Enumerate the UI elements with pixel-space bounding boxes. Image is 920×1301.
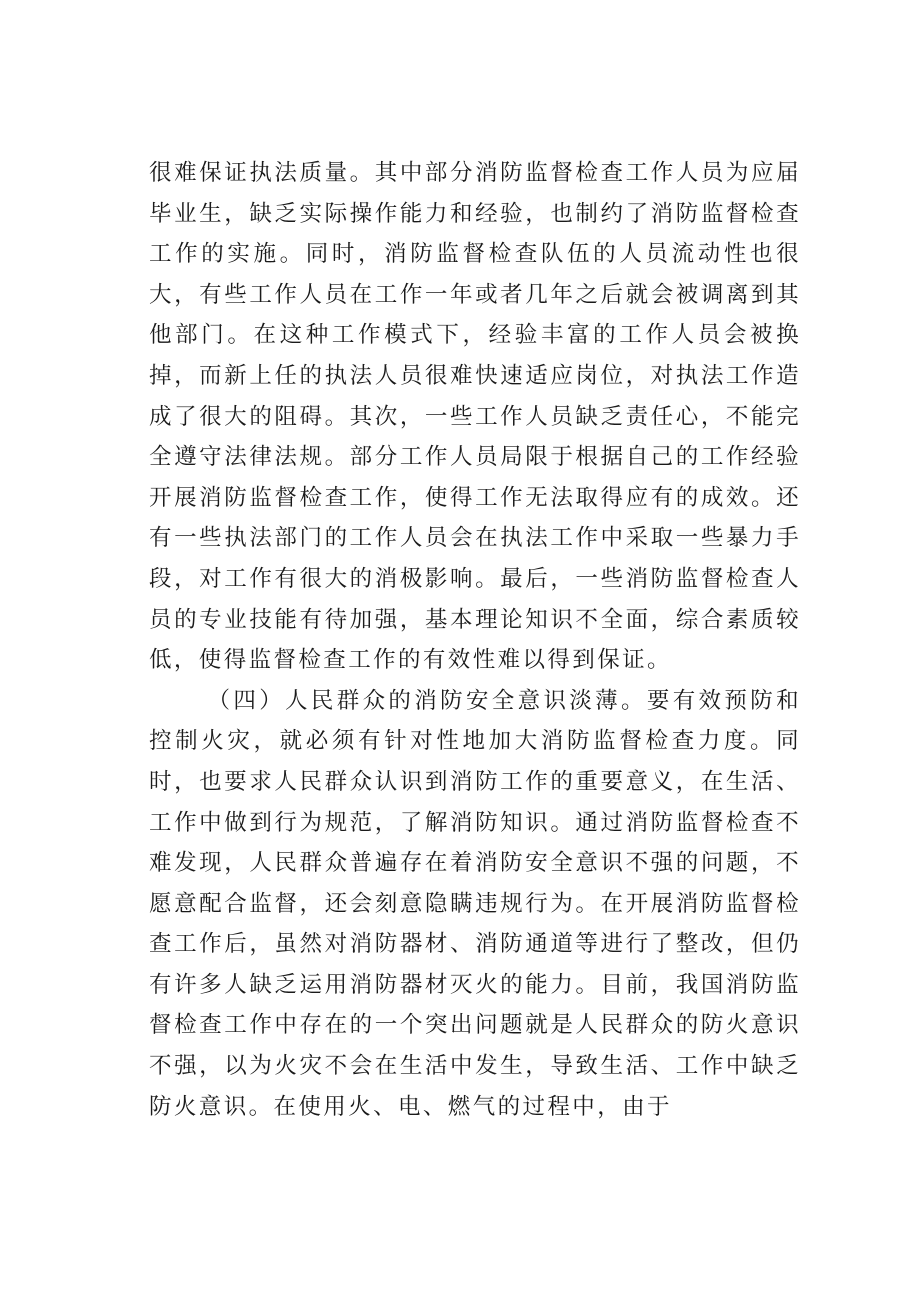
- paragraph-section-four: （四）人民群众的消防安全意识淡薄。要有效预防和控制火灾，就必须有针对性地加大消防监督检查力度。同时，也要求人民群众认识到消防工作的重要意义，在生活、工作中做到行为规范，了解消防知识。通过消防监督检查不难发现，人民群众普遍存在着消防安全意识不强的问题，不愿意配合监督，还会刻意隐瞒违规行为。在开展消防监督检查工作后，虽然对消防器材、消防通道等进行了整改，但仍有许多人缺乏运用消防器材灭火的能力。目前，我国消防监督检查工作中存在的一个突出问题就是人民群众的防火意识不强，以为火灾不会在生活中发生，导致生活、工作中缺乏防火意识。在使用火、电、燃气的过程中，由于: [149, 687, 801, 1120]
- document-body: [149, 153, 801, 1127]
- paragraph-continuation: 很难保证执法质量。其中部分消防监督检查工作人员为应届毕业生，缺乏实际操作能力和经验，也制约了消防监督检查工作的实施。同时，消防监督检查队伍的人员流动性也很大，有些工作人员在工作一年或者几年之后就会被调离到其他部门。在这种工作模式下，经验丰富的工作人员会被换掉，而新上任的执法人员很难快速适应岗位，对执法工作造成了很大的阻碍。其次，一些工作人员缺乏责任心，不能完全遵守法律法规。部分工作人员局限于根据自己的工作经验开展消防监督检查工作，使得工作无法取得应有的成效。还有一些执法部门的工作人员会在执法工作中采取一些暴力手段，对工作有很大的消极影响。最后，一些消防监督检查人员的专业技能有待加强，基本理论知识不全面，综合素质较低，使得监督检查工作的有效性难以得到保证。: [149, 160, 801, 674]
